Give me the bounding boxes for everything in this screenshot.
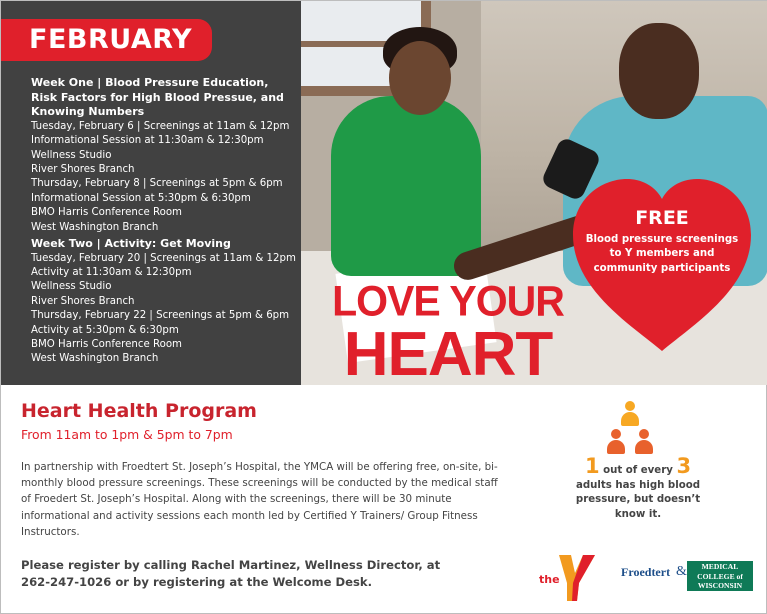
love-your-heart-title <box>323 276 573 389</box>
free-description: Blood pressure screenings to Y members and community participants <box>585 234 739 274</box>
mcw-line-1: MEDICAL <box>701 562 739 571</box>
ampersand-text: & <box>676 564 687 579</box>
schedule-line: Informational Session at 11:30am & 12:30pm <box>31 135 264 147</box>
program-hours: From 11am to 1pm & 5pm to 7pm <box>21 427 233 442</box>
schedule-line: River Shores Branch <box>31 164 135 175</box>
stat-description: adults has high blood pressure, but doesn’t know it. <box>575 479 701 520</box>
schedule-line: West Washington Branch <box>31 353 159 365</box>
week-two-heading: Week Two | Activity: Get Moving <box>31 237 231 251</box>
schedule-line: River Shores Branch <box>31 295 135 307</box>
register-instructions: Please register by calling Rachel Martinez, Wellness Director, at 262-247-1026 or by registering at the Welcome Desk. <box>21 558 441 589</box>
ymca-the-text: the <box>539 573 560 586</box>
schedule-line: BMO Harris Conference Room <box>31 339 182 351</box>
ymca-logo <box>539 553 597 603</box>
people-icon <box>605 401 655 465</box>
schedule-line: West Washington Branch <box>31 221 159 233</box>
program-description: In partnership with Froedtert St. Joseph’s Hospital, the YMCA will be offering free, on-site, bi-monthly blood pressure screenings. These screenings will be conducted by the medical staff of Froedert St. Joseph’s Hospital. Along with the screenings, there will be 30 minute informational and activity sessions each month led by Certified Y Trainers/ Group Fitness Instructors. <box>21 461 498 538</box>
schedule-panel <box>1 1 301 385</box>
month-banner: FEBRUARY <box>1 19 212 61</box>
week-one-heading-2: Risk Factors for High Blood Pressue, and <box>31 90 284 104</box>
schedule-line: Tuesday, February 6 | Screenings at 11am & 12pm <box>31 120 290 132</box>
stat-connector: out of every <box>599 465 677 476</box>
schedule-line: Informational Session at 5:30pm & 6:30pm <box>31 192 251 204</box>
stat-text <box>568 454 708 522</box>
schedule-text <box>31 76 297 367</box>
schedule-line: Thursday, February 8 | Screenings at 5pm & 6pm <box>31 178 283 190</box>
free-screening-heart-badge <box>571 177 753 355</box>
froedtert-text: Froedtert <box>621 565 671 579</box>
schedule-line: Wellness Studio <box>31 149 112 161</box>
mcw-line-2: COLLEGE of <box>697 571 743 581</box>
person-icon <box>635 429 653 455</box>
week-one-heading-1: Week One | Blood Pressure Education, <box>31 76 269 89</box>
mcw-logo-box <box>687 561 753 591</box>
schedule-line: Wellness Studio <box>31 281 112 293</box>
hero-line-2: HEART <box>343 320 553 389</box>
schedule-line: BMO Harris Conference Room <box>31 207 182 219</box>
week-one-heading-3: Knowing Numbers <box>31 105 145 119</box>
person-icon <box>607 429 625 455</box>
person-highlight-icon <box>621 401 639 427</box>
schedule-line: Thursday, February 22 | Screenings at 5pm & 6pm <box>31 310 290 322</box>
schedule-line: Activity at 5:30pm & 6:30pm <box>31 324 179 336</box>
stat-number-1: 1 <box>584 454 600 478</box>
free-title: FREE <box>635 207 689 229</box>
froedtert-mcw-logo <box>621 561 753 591</box>
mcw-line-3: WISCONSIN <box>697 581 743 591</box>
hero-line-1: LOVE YOUR <box>332 276 564 326</box>
program-title: Heart Health Program <box>21 400 257 422</box>
stat-number-2: 3 <box>676 454 692 478</box>
schedule-line: Tuesday, February 20 | Screenings at 11am & 12pm <box>31 252 296 264</box>
schedule-line: Activity at 11:30am & 12:30pm <box>31 267 192 279</box>
